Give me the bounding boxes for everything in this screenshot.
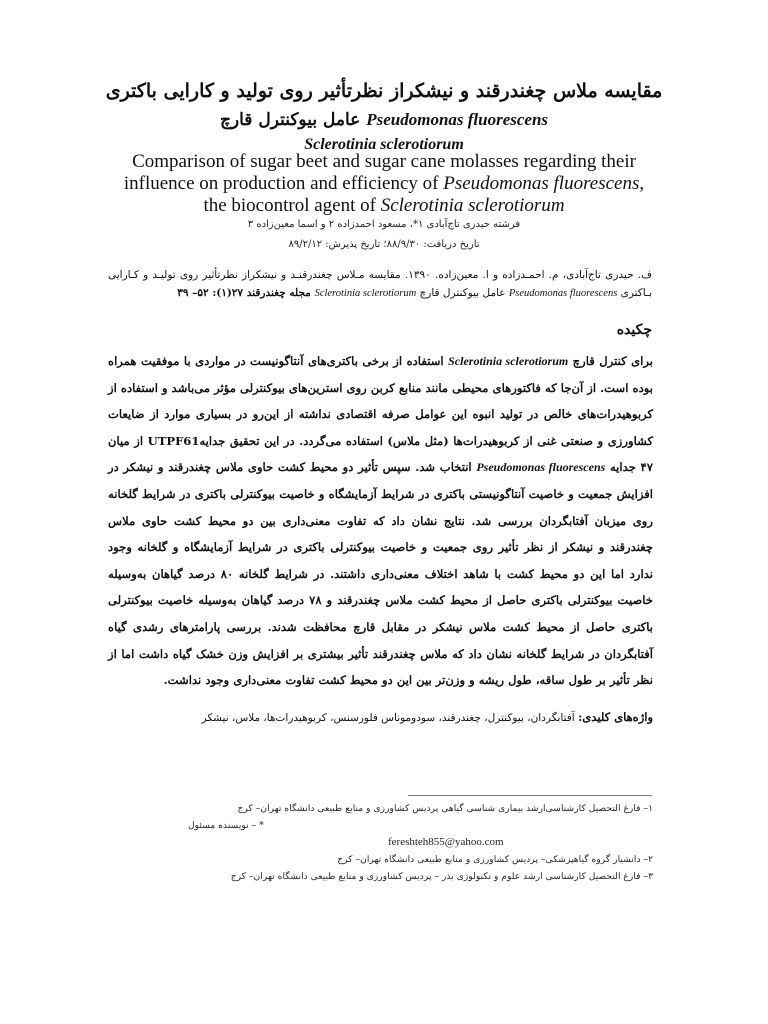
footnote-1-text: ۱– فارغ التحصیل کارشناسی‌ارشد بیماری شناسی گیاهی پردیس کشاورزی و منابع طبیعی دانشگاه تهران– کرج: [237, 803, 653, 814]
footnotes: [108, 800, 653, 885]
persian-title: مقایسه ملاس چغندرقند و نیشکراز نظرتأثیر روی تولید و کارایی باکتری: [105, 80, 663, 102]
abstract-bacterium-name: Pseudomonas fluorescens: [476, 460, 606, 475]
abstract-text-1: برای کنترل قارچ: [568, 354, 654, 368]
persian-title-species: Pseudomonas fluorescens: [366, 110, 549, 129]
footnote-2: ۲– دانشیار گروه گیاهپزشکی– پردیس کشاورزی و منابع طبیعی دانشگاه تهران– کرج: [337, 854, 653, 865]
citation-part2: عامل بیوکنترل قارچ: [416, 287, 509, 299]
corresponding-author-note: * – نویسنده مسئول: [188, 820, 264, 831]
persian-title-rest: عامل بیوکنترل قارچ: [219, 110, 367, 130]
citation: [108, 266, 652, 303]
abstract-text-4: انتخاب شد. سپس تأثیر دو محیط کشت حاوی ملاس چغندرقند و نیشکر در افزایش جمعیت و خاصیت آنتاگونیستی باکتری در شرایط آزمایشگاه و خاصیت بیوکنترلی باکتری در شرایط گلخانه روی میزبان آفتابگردان بررسی شد. نتایج نشان داد که تفاوت معنی‌داری بین دو محیط کشت حاوی ملاس چغندرقند و نیشکر از نظر تأثیر روی جمعیت و خاصیت بیوکنترلی باکتری در شرایط آزمایشگاه و گلخانه وجود ندارد اما این دو محیط کشت با شاهد اختلاف معنی‌داری داشتند. در شرایط گلخانه ۸۰ درصد گیاهان به‌وسیله خاصیت بیوکنترلی باکتری حاصل از محیط کشت ملاس چغندرقند و ۷۸ درصد گیاهان به‌وسیله خاصیت بیوکنترلی باکتری حاصل از محیط کشت ملاس نیشکر در مقابل قارچ محافظت شدند. بررسی پارامترهای رشدی گیاه آفتابگردان در شرایط گلخانه نشان داد که ملاس چغندرقند تأثیر بیشتری بر افزایش وزن خشک گیاه داشت اما از نظر تأثیر بر طول ساقه، طول ریشه و وزن‌تر بین این دو محیط کشت تفاوت معنی‌داری وجود نداشت.: [108, 460, 654, 688]
persian-title-line2: [90, 108, 678, 132]
keywords: [108, 708, 653, 727]
keywords-list: آفتابگردان، بیوکنترل، چغندرقند، سودوموناس فلورسنس، کربوهیدرات‌ها، ملاس، نیشکر: [201, 712, 579, 724]
received-accepted-dates: تاریخ دریافت: ۸۸/۹/۳۰؛ تاریخ پذیرش: ۸۹/۲/۱۲: [288, 239, 480, 250]
abstract-pathogen-name: Sclerotinia sclerotiorum: [448, 354, 569, 368]
citation-species: Pseudomonas fluorescens: [508, 288, 618, 299]
authors-line: فرشته حیدری تاج‌آبادی ۱*، مسعود احمدزاده ۲ و اسما معین‌زاده ۳: [247, 219, 521, 230]
citation-pathogen: Sclerotinia sclerotiorum: [314, 288, 417, 299]
author-email[interactable]: fereshteh855@yahoo.com: [388, 836, 504, 848]
english-title-part2: , the biocontrol agent of: [203, 173, 645, 216]
keywords-label: واژه‌های کلیدی:: [578, 710, 653, 724]
english-title-part1: Comparison of sugar beet and sugar cane molasses regarding their influence on production and efficiency of: [123, 151, 636, 194]
citation-journal: مجله چغندرقند ۲۷(۱): ۵۲– ۳۹: [177, 287, 315, 299]
citation-part1: ف. حیدری تاج‌آبادی، م. احمـدزاده و ا. معین‌زاده. ۱۳۹۰. مقایسه مـلاس چغندرقنـد و نیشکراز نظرتأثیر روی تولیـد و کـارایی بـاکتری: [108, 269, 652, 299]
abstract-isolate-code: UTPF61: [147, 433, 200, 448]
abstract-text-3: از میان ۴۷ جدایه: [108, 433, 654, 475]
abstract-heading: چکیده: [616, 322, 652, 338]
english-title-species: Pseudomonas fluorescens: [443, 173, 640, 194]
abstract-body: [108, 348, 653, 694]
abstract-text-2: استفاده از برخی باکتری‌های آنتاگونیست در مواردی با موفقیت همراه بوده است. از آن‌جا که فاکتورهای محیطی مانند منابع کربن روی استرین‌های بیوکنترلی مؤثر می‌باشد و استفاده از کربوهیدرات‌های خالص در تولید انبوه این عوامل صرفه اقتصادی نداشته از این‌رو در بسیاری موارد از ضایعات کشاورزی و صنعتی غنی از کربوهیدرات‌ها (مثل ملاس) استفاده می‌گردد. در این تحقیق جدایه: [108, 354, 653, 448]
footnote-1: [108, 800, 653, 834]
english-title: [120, 151, 648, 217]
footnote-divider: [408, 795, 652, 796]
pathogen-scientific-name: Sclerotinia sclerotiorum: [304, 136, 464, 153]
english-title-pathogen: Sclerotinia sclerotiorum: [380, 195, 565, 216]
footnote-3: ۳– فارغ التحصیل کارشناسی ارشد علوم و تکنولوژی بذر – پردیس کشاورزی و منابع طبیعی دانشگاه تهران– کرج: [230, 871, 653, 882]
